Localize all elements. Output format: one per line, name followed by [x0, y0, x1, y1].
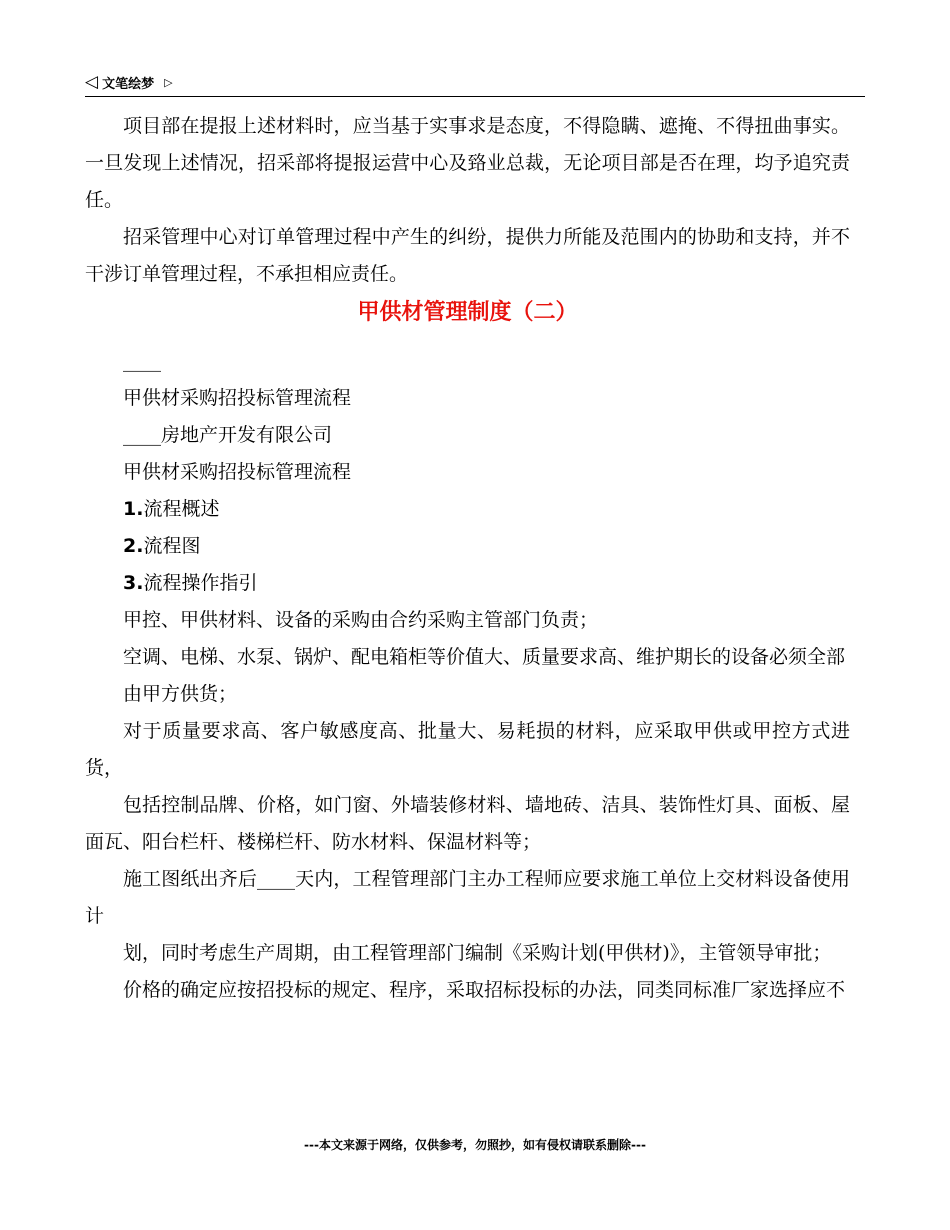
list-number: 3.: [123, 572, 144, 594]
page-header: [85, 70, 865, 97]
paragraph-include: 包括控制品牌、价格，如门窗、外墙装修材料、墙地砖、洁具、装饰性灯具、面板、屋面瓦、阳台栏杆、楼梯栏杆、防水材料、保温材料等；: [85, 794, 850, 853]
triangle-right-icon: ▷: [164, 76, 173, 89]
paragraph-report: 项目部在提报上述材料时，应当基于实事求是态度，不得隐瞒、遮掩、不得扭曲事实。一旦发现上述情况，招采部将提报运营中心及臵业总裁，无论项目部是否在理，均予追究责任。: [85, 115, 850, 211]
list-text: 流程操作指引: [143, 572, 258, 594]
spacer: [85, 333, 850, 343]
triangle-left-icon: ◁: [85, 72, 99, 92]
footer-notice: ---本文来源于网络，仅供参考，勿照抄，如有侵权请联系删除---: [304, 1138, 646, 1152]
blank-line: ____: [123, 350, 161, 372]
list-text: 流程图: [143, 535, 201, 557]
header-brand: [85, 73, 173, 92]
process-heading-1: 甲供材采购招投标管理流程: [123, 387, 352, 409]
brand-name: 文笔绘梦: [102, 77, 155, 92]
process-heading-2: 甲供材采购招投标管理流程: [123, 461, 352, 483]
paragraph-plan: 划，同时考虑生产周期，由工程管理部门编制《采购计划(甲供材)》，主管领导审批；: [123, 942, 832, 964]
paragraph-dispute: 招采管理中心对订单管理过程中产生的纠纷，提供力所能及范围内的协助和支持，并不干涉订单管理过程，不承担相应责任。: [85, 226, 850, 285]
supply-line: 由甲方供货；: [123, 683, 238, 705]
list-number: 2.: [123, 535, 144, 557]
paragraph-equipment: 空调、电梯、水泵、锅炉、配电箱柜等价值大、质量要求高、维护期长的设备必须全部: [123, 646, 846, 668]
company-line: ____房地产开发有限公司: [123, 424, 333, 446]
responsibility-line: 甲控、甲供材料、设备的采购由合约采购主管部门负责；: [123, 609, 599, 631]
list-number: 1.: [123, 498, 144, 520]
list-item-overview: [85, 491, 850, 528]
list-item-chart: [85, 528, 850, 565]
list-item-guide: [85, 565, 850, 602]
paragraph-price: 价格的确定应按招投标的规定、程序，采取招标投标的办法，同类同标准厂家选择应不: [123, 979, 846, 1001]
paragraph-quality: 对于质量要求高、客户敏感度高、批量大、易耗损的材料，应采取甲供或甲控方式进货，: [85, 720, 850, 779]
list-text: 流程概述: [143, 498, 220, 520]
section-title: 甲供材管理制度（二）: [357, 300, 578, 325]
paragraph-drawings: 施工图纸出齐后____天内，工程管理部门主办工程师应要求施工单位上交材料设备使用计: [85, 868, 850, 927]
document-body: [85, 108, 850, 1009]
